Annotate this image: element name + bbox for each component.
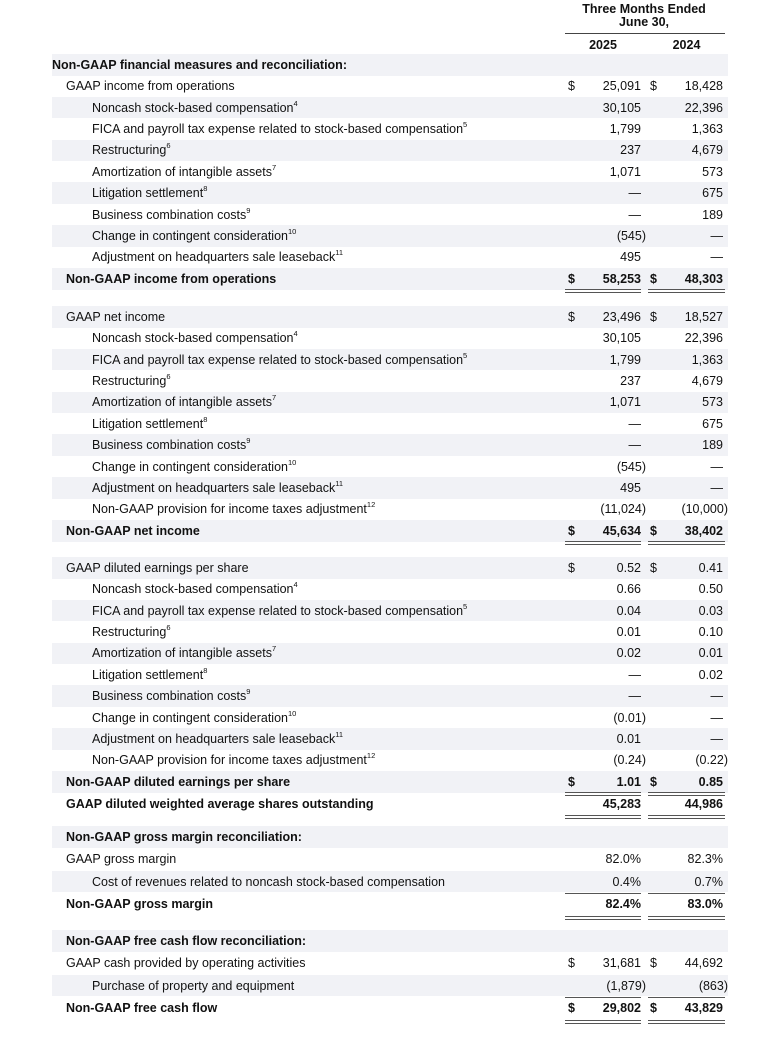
- currency-symbol-2025: $: [568, 956, 575, 971]
- value-2024: 0.85: [698, 774, 723, 789]
- footnote-ref: 11: [335, 478, 344, 488]
- row-label-text: Restructuring: [92, 143, 167, 158]
- table-row: [52, 643, 728, 665]
- table-row: [52, 392, 728, 414]
- table-row: [52, 477, 728, 499]
- row-label-text: Litigation settlement: [92, 186, 204, 201]
- row-label: [92, 875, 445, 889]
- value-2024: 0.01: [698, 646, 723, 661]
- footnote-ref: 10: [287, 457, 297, 467]
- value-2024: —: [710, 459, 723, 474]
- total-double-rule: [648, 815, 725, 819]
- footnote-ref: 10: [287, 226, 297, 236]
- row-label: [92, 502, 375, 516]
- row-label-text: Purchase of property and equipment: [92, 978, 295, 993]
- footnote-ref: 6: [166, 371, 171, 381]
- row-label-text: Litigation settlement: [92, 416, 204, 431]
- row-label-text: GAAP cash provided by operating activities: [66, 956, 306, 971]
- table-row: [52, 434, 728, 456]
- value-2025: 45,283: [602, 797, 641, 812]
- row-label-text: Cost of revenues related to noncash stock-based compensation: [92, 874, 445, 889]
- value-2024: —: [710, 228, 723, 243]
- row-label-text: Non-GAAP free cash flow: [66, 1000, 218, 1015]
- value-2025: (11,024): [600, 502, 646, 517]
- row-label-text: Adjustment on headquarters sale leaseback: [92, 250, 336, 265]
- table-row: [52, 871, 728, 893]
- value-2024: 0.02: [698, 667, 723, 682]
- value-2024: 675: [702, 186, 723, 201]
- table-row: [52, 118, 728, 140]
- row-label: [92, 979, 294, 993]
- row-label: [92, 143, 171, 157]
- value-2025: 0.01: [616, 731, 641, 746]
- row-label: [66, 897, 213, 911]
- value-2024: 82.3%: [687, 852, 723, 867]
- row-label-text: Non-GAAP diluted earnings per share: [66, 774, 291, 789]
- table-row: [52, 621, 728, 643]
- value-2024: 22,396: [684, 100, 723, 115]
- table-row: [52, 848, 728, 870]
- total-row-diluted-eps: [52, 771, 728, 793]
- value-2024: 18,428: [684, 79, 723, 94]
- row-label-text: Amortization of intangible assets: [92, 646, 272, 661]
- value-2025: 237: [620, 373, 641, 388]
- value-2024: 83.0%: [687, 896, 723, 911]
- row-diluted-shares-outstanding: [52, 793, 728, 815]
- row-label: [92, 438, 250, 452]
- table-row: [52, 728, 728, 750]
- row-label: [92, 708, 297, 725]
- table-row: [52, 75, 728, 97]
- footnote-ref: 12: [366, 500, 376, 510]
- value-2024: 22,396: [684, 331, 723, 346]
- value-2025: —: [628, 186, 641, 201]
- total-double-rule: [565, 916, 641, 920]
- value-2024: 48,303: [684, 271, 723, 286]
- value-2025: 58,253: [602, 271, 641, 286]
- row-label: [92, 622, 171, 639]
- row-label: [92, 753, 375, 767]
- total-double-rule: [565, 815, 641, 819]
- section-title-non-gaap-measures: [52, 54, 728, 76]
- value-2025: (1,879): [606, 978, 646, 993]
- row-label-text: Amortization of intangible assets: [92, 395, 272, 410]
- row-label: [66, 797, 373, 811]
- value-2025: 82.4%: [605, 896, 641, 911]
- table-row: [52, 349, 728, 371]
- section-title: Non-GAAP free cash flow reconciliation:: [66, 933, 307, 948]
- row-label-text: Restructuring: [92, 624, 167, 639]
- value-2025: —: [628, 416, 641, 431]
- total-double-rule: [648, 541, 725, 545]
- table-row: [52, 306, 728, 328]
- value-2025: 1.01: [616, 774, 641, 789]
- value-2024: 0.10: [698, 624, 723, 639]
- total-row-gross-margin: [52, 893, 728, 915]
- footnote-ref: 4: [293, 580, 298, 590]
- value-2025: 45,634: [602, 523, 641, 538]
- currency-symbol-2025: $: [568, 774, 575, 789]
- value-2024: —: [710, 731, 723, 746]
- row-label: [66, 775, 290, 789]
- footnote-ref: 10: [287, 708, 297, 718]
- row-label: [92, 205, 251, 222]
- table-row: [52, 600, 728, 622]
- footnote-ref: 11: [335, 248, 344, 258]
- table-row: [52, 370, 728, 392]
- row-label: [92, 601, 468, 618]
- currency-symbol-2024: $: [650, 309, 657, 324]
- value-2025: 0.04: [616, 603, 641, 618]
- footnote-ref: 6: [166, 622, 171, 632]
- value-2024: (10,000): [681, 502, 728, 517]
- footnote-ref: 5: [463, 601, 468, 611]
- row-label-text: Noncash stock-based compensation: [92, 331, 294, 346]
- row-label: [92, 689, 250, 703]
- value-2024: 573: [702, 164, 723, 179]
- value-2025: (545): [616, 228, 646, 243]
- footnote-ref: 5: [463, 119, 468, 129]
- value-2024: —: [710, 480, 723, 495]
- value-2025: —: [628, 689, 641, 704]
- footnote-ref: 9: [246, 436, 251, 446]
- value-2024: 38,402: [684, 523, 723, 538]
- table-row: [52, 664, 728, 686]
- value-2024: 189: [702, 438, 723, 453]
- row-label-text: GAAP diluted weighted average shares outstanding: [66, 797, 374, 812]
- value-2025: (0.24): [613, 753, 646, 768]
- currency-symbol-2025: $: [568, 309, 575, 324]
- row-label: [92, 478, 344, 495]
- section-title: Non-GAAP financial measures and reconciliation:: [52, 57, 347, 72]
- value-2025: —: [628, 207, 641, 222]
- row-label: [92, 186, 207, 200]
- value-2025: 25,091: [602, 79, 641, 94]
- row-label-text: GAAP gross margin: [66, 852, 177, 867]
- row-label-text: Non-GAAP income from operations: [66, 271, 277, 286]
- row-label: [66, 272, 276, 286]
- row-label-text: Change in contingent consideration: [92, 459, 288, 474]
- table-row: [52, 204, 728, 226]
- row-label: [92, 582, 298, 596]
- value-2024: (0.22): [695, 753, 728, 768]
- value-2024: —: [710, 250, 723, 265]
- value-2025: —: [628, 438, 641, 453]
- row-label: [92, 371, 171, 388]
- row-label: [92, 98, 298, 115]
- value-2025: 1,071: [609, 395, 641, 410]
- row-label: [92, 395, 276, 409]
- value-2025: 495: [620, 480, 641, 495]
- value-2025: 31,681: [602, 956, 641, 971]
- footnote-ref: 8: [203, 184, 208, 194]
- currency-symbol-2024: $: [650, 956, 657, 971]
- column-header-2024: 2024: [672, 38, 701, 52]
- row-label: [92, 646, 276, 660]
- value-2024: 1,363: [691, 352, 723, 367]
- row-label: [66, 561, 249, 575]
- row-label: [66, 1001, 217, 1015]
- row-label-text: FICA and payroll tax expense related to stock-based compensation: [92, 352, 464, 367]
- table-row: [52, 97, 728, 119]
- row-label-text: FICA and payroll tax expense related to stock-based compensation: [92, 121, 464, 136]
- row-label-text: GAAP income from operations: [66, 79, 235, 94]
- value-2024: —: [710, 710, 723, 725]
- footnote-ref: 9: [246, 205, 251, 215]
- value-2025: 0.66: [616, 582, 641, 597]
- value-2025: 30,105: [602, 331, 641, 346]
- row-label-text: Business combination costs: [92, 207, 247, 222]
- total-row-income-from-operations: [52, 268, 728, 290]
- column-header-2025: 2025: [589, 38, 617, 52]
- row-label: [92, 457, 297, 474]
- currency-symbol-2025: $: [568, 271, 575, 286]
- row-label: [66, 310, 165, 324]
- value-2024: 44,692: [684, 956, 723, 971]
- total-double-rule: [565, 1020, 641, 1024]
- row-label-text: Non-GAAP provision for income taxes adjustment: [92, 502, 367, 517]
- table-row: [52, 225, 728, 247]
- total-row-net-income: [52, 520, 728, 542]
- currency-symbol-2024: $: [650, 271, 657, 286]
- total-double-rule: [648, 916, 725, 920]
- currency-symbol-2024: $: [650, 774, 657, 789]
- table-row: [52, 413, 728, 435]
- value-2025: 23,496: [602, 309, 641, 324]
- period-title-line1: Three Months Ended: [582, 2, 706, 16]
- table-row: [52, 499, 728, 521]
- footnote-ref: 7: [271, 644, 277, 654]
- value-2024: 0.50: [698, 582, 723, 597]
- row-label: [66, 79, 235, 93]
- footnote-ref: 7: [271, 162, 277, 172]
- table-row: [52, 182, 728, 204]
- value-2024: 4,679: [691, 143, 723, 158]
- row-label-text: Litigation settlement: [92, 667, 204, 682]
- table-row: [52, 456, 728, 478]
- period-title-line2: June 30,: [618, 15, 670, 29]
- value-2024: 0.03: [698, 603, 723, 618]
- value-2025: 1,071: [609, 164, 641, 179]
- table-row: [52, 247, 728, 269]
- value-2025: (545): [616, 459, 646, 474]
- currency-symbol-2024: $: [650, 523, 657, 538]
- total-double-rule: [648, 289, 725, 293]
- table-row: [52, 952, 728, 974]
- total-double-rule: [648, 1020, 725, 1024]
- row-label-text: FICA and payroll tax expense related to stock-based compensation: [92, 603, 464, 618]
- value-2025: —: [628, 667, 641, 682]
- row-label: [92, 250, 343, 264]
- table-row: [52, 327, 728, 349]
- value-2024: 18,527: [684, 309, 723, 324]
- table-row: [52, 578, 728, 600]
- table-row: [52, 557, 728, 579]
- footnote-ref: 8: [203, 414, 208, 424]
- row-label-text: Business combination costs: [92, 438, 247, 453]
- row-label-text: Adjustment on headquarters sale leaseback: [92, 480, 336, 495]
- currency-symbol-2025: $: [568, 1000, 575, 1015]
- row-label: [66, 524, 200, 538]
- value-2025: 1,799: [609, 352, 641, 367]
- value-2025: 1,799: [609, 121, 641, 136]
- footnote-ref: 4: [293, 329, 298, 339]
- row-label-text: Noncash stock-based compensation: [92, 100, 294, 115]
- value-2024: 0.7%: [694, 874, 723, 889]
- footnote-ref: 9: [246, 687, 251, 697]
- row-label-text: Change in contingent consideration: [92, 228, 288, 243]
- value-2024: 1,363: [691, 121, 723, 136]
- row-label: [92, 414, 208, 431]
- value-2025: 237: [620, 143, 641, 158]
- value-2024: 4,679: [691, 373, 723, 388]
- value-2025: 30,105: [602, 100, 641, 115]
- value-2024: 43,829: [684, 1000, 723, 1015]
- value-2025: 495: [620, 250, 641, 265]
- header-divider: [565, 33, 725, 34]
- currency-symbol-2024: $: [650, 560, 657, 575]
- value-2025: (0.01): [613, 710, 646, 725]
- value-2025: 29,802: [602, 1000, 641, 1015]
- value-2025: 0.01: [616, 624, 641, 639]
- currency-symbol-2025: $: [568, 560, 575, 575]
- table-row: [52, 140, 728, 162]
- row-label-text: GAAP diluted earnings per share: [66, 560, 249, 575]
- row-label-text: Non-GAAP gross margin: [66, 896, 214, 911]
- value-2025: 0.52: [616, 560, 641, 575]
- row-label-text: Non-GAAP net income: [66, 523, 200, 538]
- table-row: [52, 707, 728, 729]
- section-title-gross-margin: [52, 826, 728, 848]
- row-label: [66, 852, 176, 866]
- footnote-ref: 7: [271, 393, 277, 403]
- footnote-ref: 4: [293, 98, 298, 108]
- currency-symbol-2025: $: [568, 79, 575, 94]
- row-label-text: Non-GAAP provision for income taxes adjustment: [92, 753, 367, 768]
- total-double-rule: [565, 541, 641, 545]
- currency-symbol-2024: $: [650, 1000, 657, 1015]
- row-label-text: GAAP net income: [66, 309, 166, 324]
- row-label: [92, 162, 277, 179]
- row-label: [92, 119, 468, 136]
- value-2024: 0.41: [698, 560, 723, 575]
- value-2024: 573: [702, 395, 723, 410]
- footnote-ref: 12: [366, 751, 376, 761]
- row-label-text: Restructuring: [92, 373, 167, 388]
- currency-symbol-2025: $: [568, 523, 575, 538]
- section-title-free-cash-flow: [52, 930, 728, 952]
- period-header: [563, 3, 725, 29]
- row-label: [92, 729, 344, 746]
- row-label-text: Adjustment on headquarters sale leaseback: [92, 731, 336, 746]
- value-2024: 44,986: [684, 797, 723, 812]
- row-label-text: Amortization of intangible assets: [92, 164, 272, 179]
- footnote-ref: 5: [463, 350, 468, 360]
- value-2024: 189: [702, 207, 723, 222]
- row-label: [92, 331, 298, 345]
- total-row-free-cash-flow: [52, 997, 728, 1019]
- value-2024: 675: [702, 416, 723, 431]
- total-double-rule: [565, 289, 641, 293]
- table-row: [52, 685, 728, 707]
- row-label: [92, 665, 208, 682]
- currency-symbol-2024: $: [650, 79, 657, 94]
- row-label: [92, 226, 297, 243]
- table-row: [52, 750, 728, 772]
- section-title: Non-GAAP gross margin reconciliation:: [66, 829, 302, 844]
- value-2025: 0.4%: [612, 874, 641, 889]
- row-label-text: Change in contingent consideration: [92, 710, 288, 725]
- value-2024: (863): [698, 978, 728, 993]
- row-label: [92, 350, 468, 367]
- footnote-ref: 8: [203, 665, 208, 675]
- footnote-ref: 11: [335, 729, 344, 739]
- table-row: [52, 975, 728, 997]
- value-2025: 0.02: [616, 646, 641, 661]
- row-label: [66, 956, 305, 970]
- footnote-ref: 6: [166, 141, 171, 151]
- value-2024: —: [710, 689, 723, 704]
- row-label-text: Business combination costs: [92, 689, 247, 704]
- row-label-text: Noncash stock-based compensation: [92, 582, 294, 597]
- value-2025: 82.0%: [605, 852, 641, 867]
- table-row: [52, 161, 728, 183]
